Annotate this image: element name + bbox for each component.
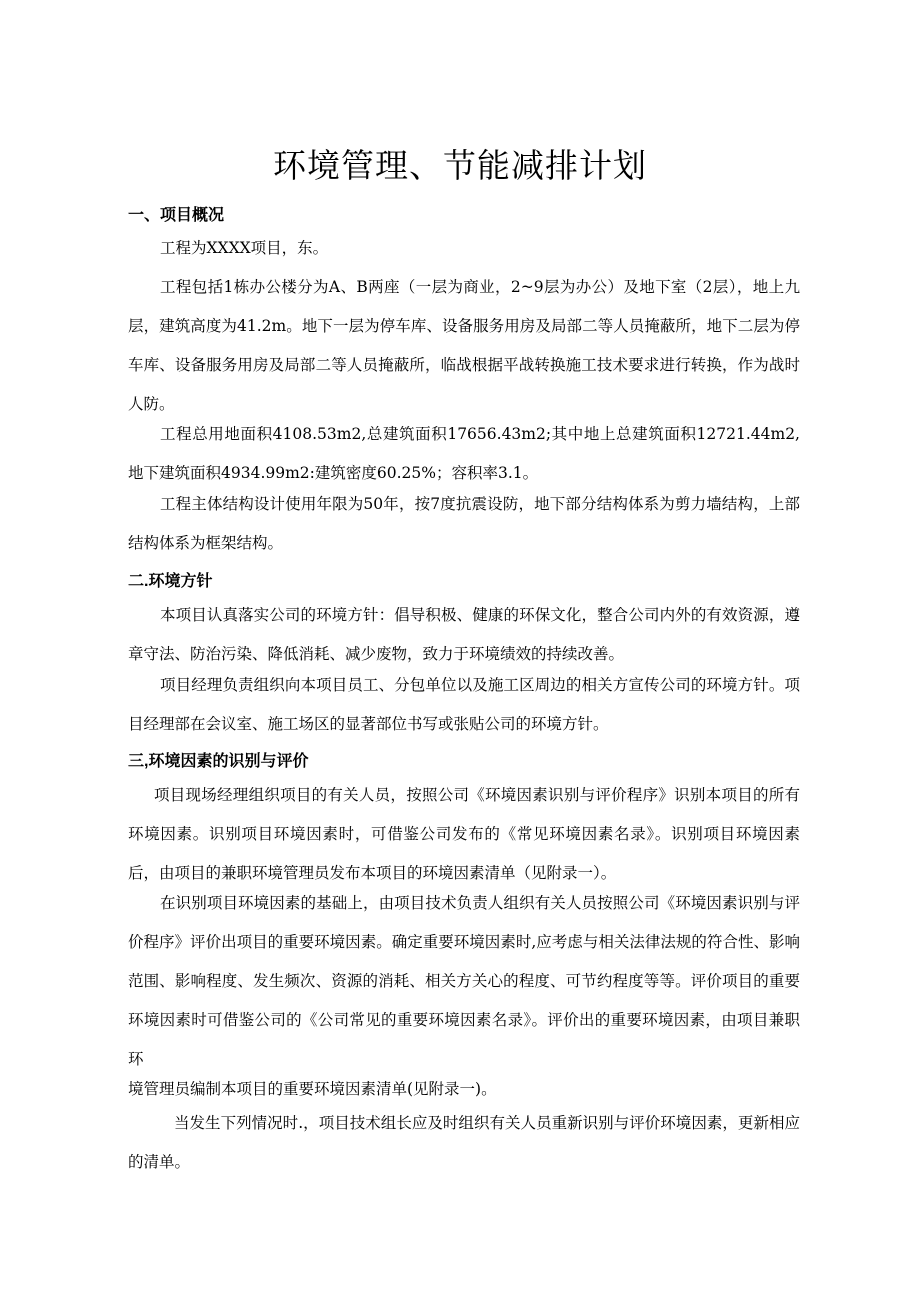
document-title: 环境管理、节能减排计划 bbox=[273, 146, 647, 185]
paragraph: 工程包括1栋办公楼分为A、B两座（一层为商业，2~9层为办公）及地下室（2层），地上九层，建筑高度为41.2m。地下一层为停车库、设备服务用房及局部二等人员掩蔽所，地下二层为停车库、设备服务用房及局部二等人员掩蔽所，临战根据平战转换施工技术要求进行转换，作为战时人防。 bbox=[128, 278, 800, 413]
paragraph: 在识别项目环境因素的基础上，由项目技术负责人组织有关人员按照公司《环境因素识别与评价程序》评价出项目的重要环境因素。确定重要环境因素时,应考虑与相关法律法规的符合性、影响范围、影响程度、发生频次、资源的消耗、相关方关心的程度、可节约程度等等。评价项目的重要环境因素时可借鉴公司的《公司常见的重要环境因素名录》。评价出的重要环境因素，由项目兼职环 bbox=[128, 894, 800, 1068]
paragraph: 工程总用地面积4108.53m2,总建筑面积17656.43m2;其中地上总建筑面积12721.44m2,地下建筑面积4934.99m2:建筑密度60.25%；容积率3.1。 bbox=[128, 425, 800, 482]
section-heading-identification: 三,环境因素的识别与评价 bbox=[128, 753, 309, 770]
section-heading-policy: 二.环境方针 bbox=[128, 573, 213, 590]
paragraph: 项目经理负责组织向本项目员工、分包单位以及施工区周边的相关方宣传公司的环境方针。项目经理部在会议室、施工场区的显著部位书写或张贴公司的环境方针。 bbox=[128, 676, 800, 733]
paragraph: 当发生下列情况时.，项目技术组长应及时组织有关人员重新识别与评价环境因素，更新相应的清单。 bbox=[128, 1114, 800, 1171]
paragraph: 工程主体结构设计使用年限为50年，按7度抗震设防，地下部分结构体系为剪力墙结构，上部结构体系为框架结构。 bbox=[128, 495, 800, 552]
paragraph: 境管理员编制本项目的重要环境因素清单(见附录一)。 bbox=[128, 1080, 497, 1098]
paragraph: 项目现场经理组织项目的有关人员，按照公司《环境因素识别与评价程序》识别本项目的所有环境因素。识别项目环境因素时，可借鉴公司发布的《常见环境因素名录》。识别项目环境因素后，由项目的兼职环境管理员发布本项目的环境因素清单（见附录一）。 bbox=[128, 786, 800, 882]
section-heading-overview: 一、项目概况 bbox=[128, 207, 225, 224]
paragraph: 本项目认真落实公司的环境方针：倡导积极、健康的环保文化，整合公司内外的有效资源，遵章守法、防治污染、降低消耗、减少废物，致力于环境绩效的持续改善。 bbox=[128, 606, 800, 663]
paragraph: 工程为XXXX项目，东。 bbox=[160, 239, 329, 257]
